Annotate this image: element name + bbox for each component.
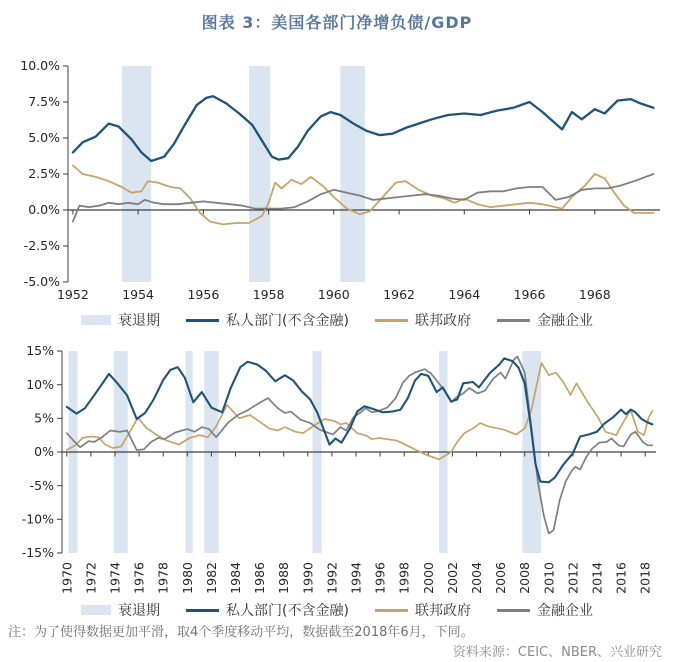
chart-title: 图表 3：美国各部门净增负债/GDP bbox=[201, 13, 473, 32]
x-tick-label: 1994 bbox=[348, 562, 364, 594]
legend-item-recession_band bbox=[81, 310, 160, 330]
legend-item-financial bbox=[497, 600, 593, 620]
y-tick-label: 5.0% bbox=[28, 130, 60, 146]
x-tick-label: 1968 bbox=[578, 287, 611, 302]
financial-line-swatch bbox=[497, 319, 530, 322]
recession-band-swatch bbox=[81, 605, 111, 615]
x-tick-label: 1980 bbox=[179, 562, 195, 594]
y-tick-label: -5% bbox=[29, 477, 54, 493]
bottom-chart bbox=[0, 340, 674, 598]
x-tick-label: 1952 bbox=[56, 287, 89, 302]
legend-label: 联邦政府 bbox=[414, 603, 471, 619]
x-tick-label: 1974 bbox=[107, 562, 123, 594]
x-tick-label: 1958 bbox=[252, 287, 285, 302]
legend-item-recession_band bbox=[81, 600, 160, 620]
legend-item-private bbox=[186, 310, 349, 330]
x-tick-label: 1956 bbox=[187, 287, 220, 302]
legend-label: 金融企业 bbox=[536, 603, 593, 619]
financial-line-swatch bbox=[497, 609, 530, 612]
x-tick-label: 1998 bbox=[396, 562, 412, 594]
x-tick-label: 2004 bbox=[469, 562, 484, 594]
x-tick-label: 1988 bbox=[276, 562, 292, 594]
recession-band-swatch bbox=[81, 315, 111, 325]
legend-label: 金融企业 bbox=[536, 313, 593, 329]
x-tick-label: 1954 bbox=[122, 287, 155, 302]
legend-label: 联邦政府 bbox=[414, 313, 471, 329]
legend-item-federal bbox=[375, 600, 471, 620]
x-tick-label: 1986 bbox=[252, 562, 268, 594]
federal-line-swatch bbox=[375, 609, 408, 612]
private-line-swatch bbox=[186, 319, 219, 322]
federal-line-swatch bbox=[375, 319, 408, 322]
y-tick-label: -5.0% bbox=[23, 274, 60, 290]
x-tick-label: 2002 bbox=[444, 562, 460, 594]
x-tick-label: 1984 bbox=[228, 562, 243, 594]
x-tick-label: 1990 bbox=[300, 562, 316, 594]
y-tick-label: 5% bbox=[34, 410, 54, 426]
recession-band bbox=[122, 66, 151, 282]
series-federal bbox=[67, 363, 653, 459]
x-tick-label: 2000 bbox=[420, 562, 436, 594]
x-tick-label: 1962 bbox=[383, 287, 416, 302]
legend-label: 衰退期 bbox=[118, 313, 161, 329]
x-tick-label: 1978 bbox=[155, 562, 171, 594]
x-tick-label: 1960 bbox=[317, 287, 350, 302]
top-chart bbox=[0, 52, 674, 302]
recession-band bbox=[249, 66, 270, 282]
x-tick-label: 1970 bbox=[59, 562, 75, 594]
y-tick-label: -15% bbox=[21, 545, 54, 561]
x-tick-label: 1972 bbox=[83, 562, 99, 594]
series-private bbox=[67, 358, 653, 482]
y-tick-label: 10% bbox=[26, 376, 54, 392]
private-line-swatch bbox=[186, 609, 219, 612]
y-tick-label: -10% bbox=[21, 511, 54, 527]
x-tick-label: 1976 bbox=[131, 562, 147, 594]
x-tick-label: 1966 bbox=[513, 287, 546, 302]
legend-label: 私人部门(不含金融) bbox=[226, 603, 349, 619]
y-tick-label: 0% bbox=[34, 444, 54, 460]
x-tick-label: 2008 bbox=[517, 562, 533, 594]
footnote: 注：为了使得数据更加平滑，取4个季度移动平均，数据截至2018年6月，下同。 bbox=[8, 625, 474, 640]
legend-item-private bbox=[186, 600, 349, 620]
x-tick-label: 2012 bbox=[565, 562, 581, 594]
legend-label: 衰退期 bbox=[118, 603, 161, 619]
recession-band bbox=[340, 66, 365, 282]
y-tick-label: 10.0% bbox=[20, 58, 60, 74]
y-tick-label: -2.5% bbox=[23, 238, 60, 254]
x-tick-label: 2014 bbox=[589, 562, 605, 594]
x-tick-label: 1992 bbox=[324, 562, 340, 594]
x-tick-label: 2006 bbox=[493, 562, 509, 594]
legend-item-federal bbox=[375, 310, 471, 330]
y-tick-label: 0.0% bbox=[28, 202, 60, 218]
legend-item-financial bbox=[497, 310, 593, 330]
x-tick-label: 1996 bbox=[372, 562, 388, 594]
x-tick-label: 2010 bbox=[541, 562, 557, 594]
legend-top bbox=[0, 309, 674, 331]
y-tick-label: 15% bbox=[26, 343, 54, 359]
x-tick-label: 2018 bbox=[637, 562, 653, 594]
y-tick-label: 7.5% bbox=[28, 94, 60, 110]
x-tick-label: 1982 bbox=[203, 562, 219, 594]
legend-bottom bbox=[0, 600, 674, 620]
y-tick-label: 2.5% bbox=[28, 166, 60, 182]
x-tick-label: 2016 bbox=[613, 562, 629, 594]
legend-label: 私人部门(不含金融) bbox=[226, 313, 349, 329]
x-tick-label: 1964 bbox=[448, 287, 481, 302]
data-source: 资料来源：CEIC、NBER、兴业研究 bbox=[452, 645, 662, 660]
